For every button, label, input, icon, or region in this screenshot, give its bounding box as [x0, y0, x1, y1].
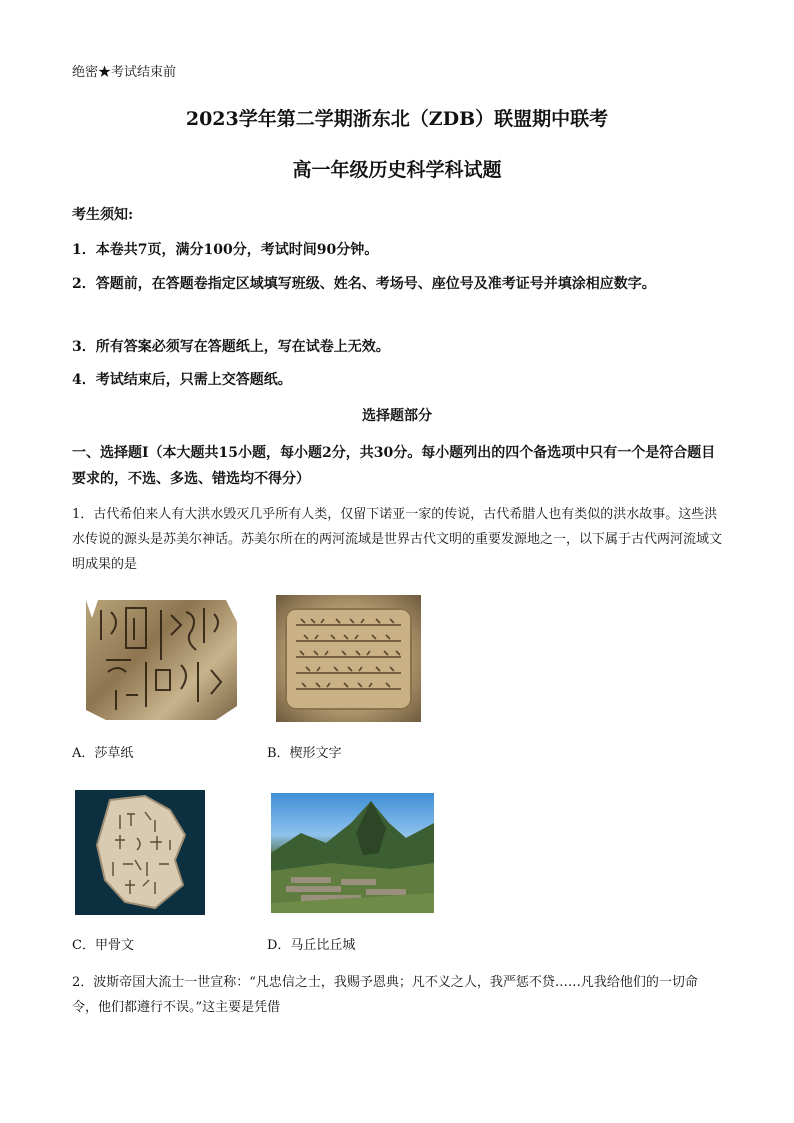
notes-heading: 考生须知:: [72, 207, 134, 223]
exam-title: 2023学年第二学期浙东北（ZDB）联盟期中联考: [185, 108, 609, 130]
note-item: 1．本卷共7页，满分100分，考试时间90分钟。: [72, 242, 379, 258]
option-a-label: A．莎草纸: [72, 746, 134, 761]
option-c-label: C．甲骨文: [72, 938, 134, 953]
question-2-text: 2．波斯帝国大流士一世宣称：“凡忠信之士，我赐予恩典；凡不义之人，我严惩不贷……凡我给他们的一切命令，他们都遵行不误。”这主要是凭借: [72, 975, 698, 1015]
cuneiform-tablet-photo: [276, 595, 421, 722]
note-item: 2．答题前，在答题卷指定区域填写班级、姓名、考场号、座位号及准考证号并填涂相应数字。: [72, 276, 656, 292]
question-1-text: 1．古代希伯来人有大洪水毁灭几乎所有人类，仅留下诺亚一家的传说，古代希腊人也有类似的洪水故事。这些洪水传说的源头是苏美尔神话。苏美尔所在的两河流域是世界古代文明的重要发源地之一，以下属于古代两河流域文明成果的是: [72, 507, 723, 572]
note-item: 4．考试结束后，只需上交答题纸。: [72, 372, 292, 388]
section-title: 选择题部分: [362, 408, 432, 424]
option-b-label: B．楔形文字: [267, 746, 342, 761]
note-item: 3．所有答案必须写在答题纸上，写在试卷上无效。: [72, 339, 390, 355]
exam-subtitle: 高一年级历史科学科试题: [292, 159, 502, 181]
papyrus-photo: [86, 600, 237, 720]
part-heading: 一、选择题Ⅰ（本大题共15小题，每小题2分，共30分。每小题列出的四个备选项中只有一个是符合题目要求的，不选、多选、错选均不得分）: [72, 445, 716, 487]
option-d-label: D．马丘比丘城: [267, 938, 356, 953]
confidential-mark: 绝密★考试结束前: [72, 65, 177, 80]
oracle-bone-photo: [75, 790, 205, 915]
machu-picchu-photo: [271, 793, 434, 913]
